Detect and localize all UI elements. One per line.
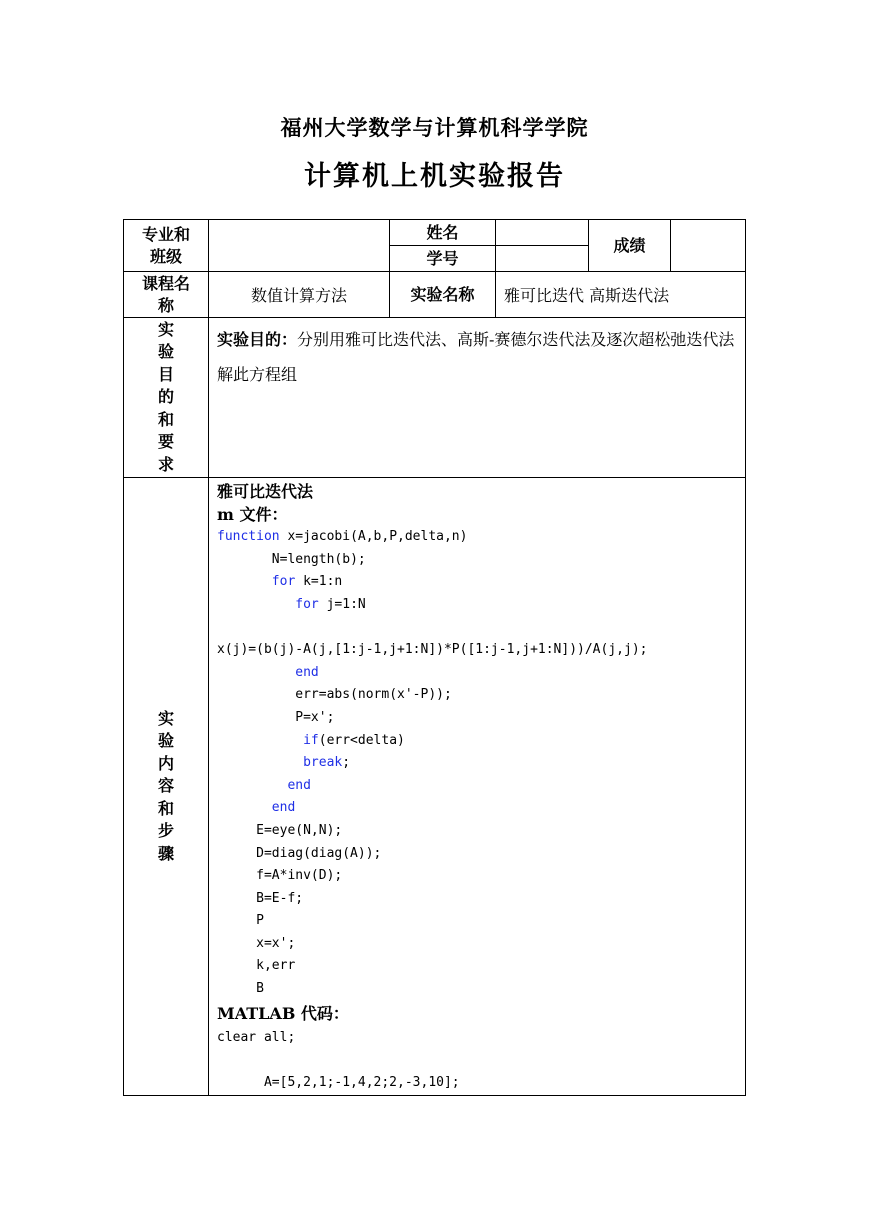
code-indent — [217, 958, 256, 973]
matlab-label: MATLAB 代码： — [217, 1003, 349, 1023]
code-keyword: function — [217, 529, 280, 545]
code-line — [217, 707, 745, 730]
code-text: P=x'; — [295, 709, 335, 725]
code-line — [217, 752, 745, 775]
name-label: 姓名 — [390, 220, 496, 246]
code-text: ; — [342, 755, 351, 771]
code-line — [217, 820, 745, 843]
code-text: x=jacobi(A,b,P,delta,n) — [279, 529, 468, 545]
matlab-code-block — [217, 1027, 745, 1095]
major-class-value[interactable] — [209, 220, 390, 272]
code-text: k=1:n — [295, 574, 343, 590]
code-keyword: end — [271, 800, 296, 816]
code-keyword: end — [295, 664, 319, 680]
student-id-value[interactable] — [496, 246, 589, 272]
name-value[interactable] — [496, 220, 589, 246]
code-line — [217, 797, 745, 820]
experiment-value: 雅可比迭代 高斯迭代法 — [496, 272, 746, 318]
code-line — [217, 955, 745, 978]
code-text: B=E-f; — [256, 890, 304, 906]
code-text: err=abs(norm(x'-P)); — [295, 687, 452, 703]
code-keyword: end — [287, 777, 311, 793]
code-indent — [217, 552, 272, 567]
code-indent — [217, 981, 256, 996]
code-line — [217, 910, 745, 933]
code-indent — [217, 687, 295, 702]
course-value: 数值计算方法 — [209, 272, 390, 318]
code-indent — [217, 936, 256, 951]
content-cell — [209, 478, 746, 1096]
grade-label: 成绩 — [589, 220, 671, 272]
code-indent — [217, 846, 256, 861]
code-text: (err<delta) — [318, 732, 405, 748]
code-line — [217, 933, 745, 956]
code-text: f=A*inv(D); — [256, 868, 343, 884]
code-line — [217, 617, 745, 640]
code-indent — [217, 891, 256, 906]
code-indent — [217, 913, 256, 928]
code-text: B — [256, 981, 264, 997]
code-line — [217, 662, 745, 685]
code-indent — [217, 597, 295, 612]
code-keyword: if — [303, 732, 319, 748]
code-indent — [217, 755, 303, 770]
code-text: P — [256, 913, 264, 929]
code-line — [217, 526, 745, 549]
code-indent — [217, 665, 295, 680]
code-indent — [217, 778, 287, 793]
code-text: E=eye(N,N); — [256, 822, 343, 838]
code-keyword: for — [271, 574, 296, 590]
code-indent — [217, 868, 256, 883]
matlab-line: A=[5,2,1;-1,4,2;2,-3,10]; — [217, 1075, 460, 1091]
experiment-label: 实验名称 — [390, 272, 496, 318]
grade-value[interactable] — [671, 220, 746, 272]
code-keyword: break — [303, 755, 343, 771]
code-line — [217, 865, 745, 888]
code-indent — [217, 733, 303, 748]
purpose-text: 分别用雅可比迭代法、高斯-赛德尔迭代法及逐次超松弛迭代法解此方程组 — [217, 330, 735, 384]
code-line — [217, 888, 745, 911]
code-line — [217, 978, 745, 1001]
institution-title: 福州大学数学与计算机科学学院 — [280, 115, 589, 140]
code-line — [217, 775, 745, 798]
code-line — [217, 594, 745, 617]
code-text: x=x'; — [256, 935, 296, 951]
code-text: D=diag(diag(A)); — [256, 845, 382, 861]
code-line — [217, 843, 745, 866]
code-text: k,err — [256, 958, 296, 974]
code-line — [217, 684, 745, 707]
code-line — [217, 730, 745, 753]
matlab-line: clear all; — [217, 1030, 296, 1046]
code-text: j=1:N — [318, 596, 366, 612]
m-file-label: m 文件： — [217, 504, 288, 524]
major-class-label: 专业和 班级 — [124, 220, 209, 272]
code-line — [217, 571, 745, 594]
purpose-cell — [209, 318, 746, 478]
content-side-label: 实 验 内 容 和 步 骤 — [124, 478, 209, 1096]
code-text: N=length(b); — [271, 551, 366, 567]
code-keyword: for — [295, 596, 319, 612]
purpose-side-label: 实 验 目 的 和 要 求 — [124, 318, 209, 478]
code-line — [217, 639, 745, 662]
purpose-heading: 实验目的： — [217, 330, 298, 349]
section-title: 雅可比迭代法 — [217, 482, 314, 501]
code-text: x(j)=(b(j)-A(j,[1:j-1,j+1:N])*P([1:j-1,j+1:N]))/A(j,j); — [217, 642, 648, 658]
matlab-line — [217, 1050, 745, 1073]
code-indent — [217, 574, 272, 589]
code-indent — [217, 800, 272, 815]
code-indent — [217, 823, 256, 838]
report-table — [123, 219, 746, 1096]
code-line — [217, 549, 745, 572]
report-title: 计算机上机实验报告 — [304, 161, 565, 192]
course-label: 课程名 称 — [124, 272, 209, 318]
code-indent — [217, 710, 295, 725]
student-id-label: 学号 — [390, 246, 496, 272]
jacobi-code-block — [217, 526, 745, 1000]
